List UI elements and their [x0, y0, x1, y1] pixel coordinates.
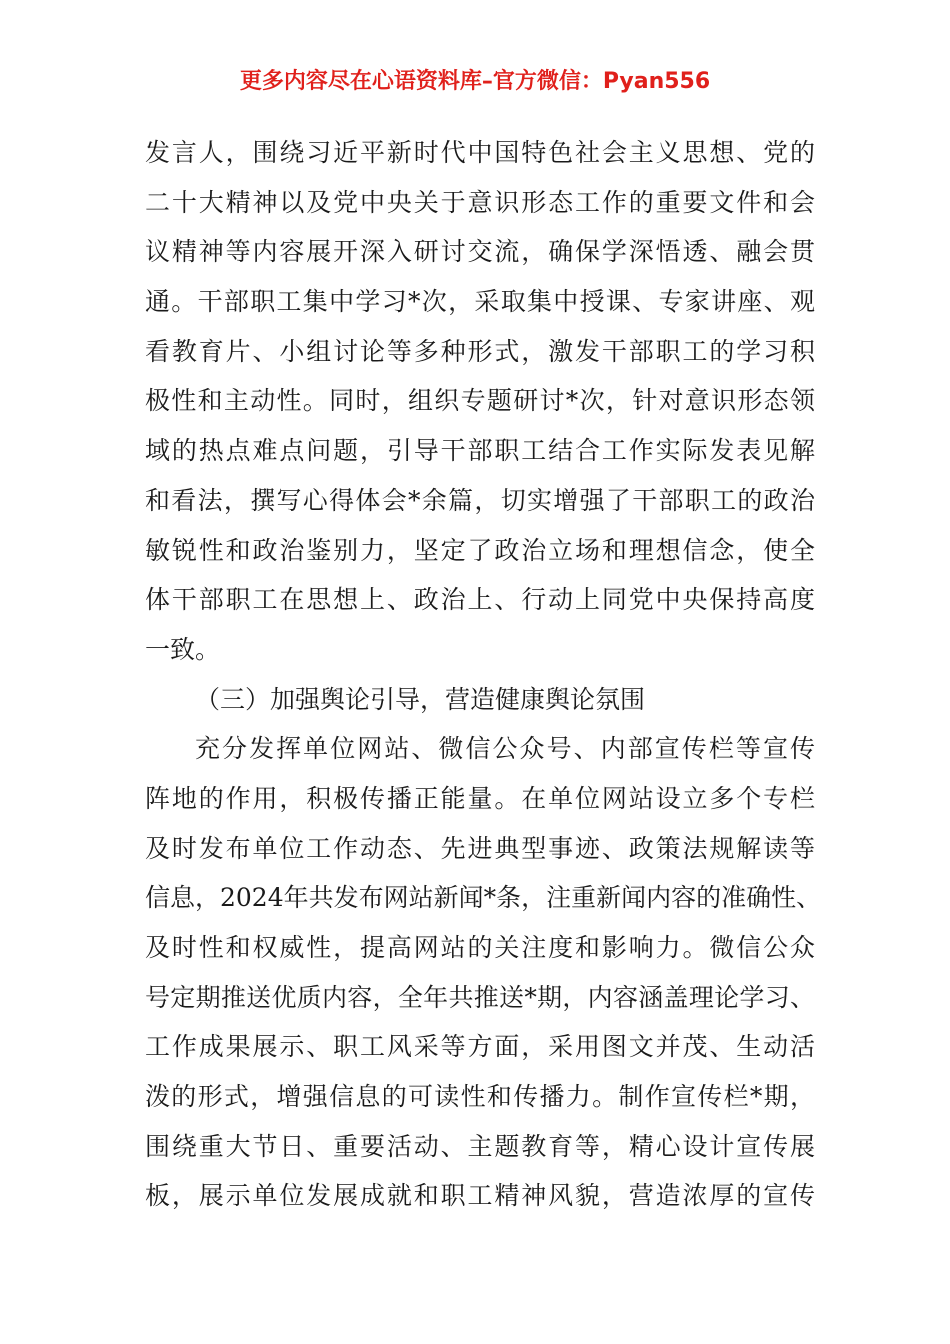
- page-header-watermark: 更多内容尽在心语资料库–官方微信：Pyan556: [239, 69, 711, 94]
- text-line: 及时发布单位工作动态、先进典型事迹、政策法规解读等: [145, 833, 815, 863]
- section-heading: （三）加强舆论引导，营造健康舆论氛围: [195, 684, 646, 714]
- text-line: 议精神等内容展开深入研讨交流，确保学深悟透、融会贯: [145, 237, 815, 267]
- paragraph-study: [145, 128, 815, 675]
- text-line: 看教育片、小组讨论等多种形式，激发干部职工的学习积: [145, 336, 815, 366]
- text-line: 极性和主动性。同时，组织专题研讨*次，针对意识形态领: [145, 386, 815, 416]
- text-line: 敏锐性和政治鉴别力，坚定了政治立场和理想信念，使全: [145, 535, 815, 565]
- text-line: 二十大精神以及党中央关于意识形态工作的重要文件和会: [145, 187, 815, 217]
- text-line: 和看法，撰写心得体会*余篇，切实增强了干部职工的政治: [145, 485, 815, 515]
- text-line: 及时性和权威性，提高网站的关注度和影响力。微信公众: [145, 933, 815, 962]
- text-line: 泼的形式，增强信息的可读性和传播力。制作宣传栏*期，: [145, 1082, 815, 1112]
- text-line: 信息，2024年共发布网站新闻*条，注重新闻内容的准确性、: [145, 883, 822, 913]
- text-line: 域的热点难点问题，引导干部职工结合工作实际发表见解: [145, 436, 815, 466]
- text-line: 号定期推送优质内容，全年共推送*期，内容涵盖理论学习、: [145, 982, 815, 1012]
- text-line: 通。干部职工集中学习*次，采取集中授课、专家讲座、观: [145, 287, 815, 317]
- text-line: 工作成果展示、职工风采等方面，采用图文并茂、生动活: [145, 1032, 815, 1062]
- text-line: 一致。: [145, 634, 221, 664]
- text-line: 板，展示单位发展成就和职工精神风貌，营造浓厚的宣传: [145, 1181, 815, 1211]
- text-line: 围绕重大节日、重要活动、主题教育等，精心设计宣传展: [145, 1131, 815, 1161]
- text-line: 充分发挥单位网站、微信公众号、内部宣传栏等宣传: [195, 734, 815, 764]
- text-line: 发言人，围绕习近平新时代中国特色社会主义思想、党的: [145, 138, 815, 167]
- text-line: 体干部职工在思想上、政治上、行动上同党中央保持高度: [145, 585, 815, 615]
- text-line: 阵地的作用，积极传播正能量。在单位网站设立多个专栏: [145, 783, 815, 813]
- document-body: [145, 128, 822, 1221]
- paragraph-publicity: [145, 724, 822, 1221]
